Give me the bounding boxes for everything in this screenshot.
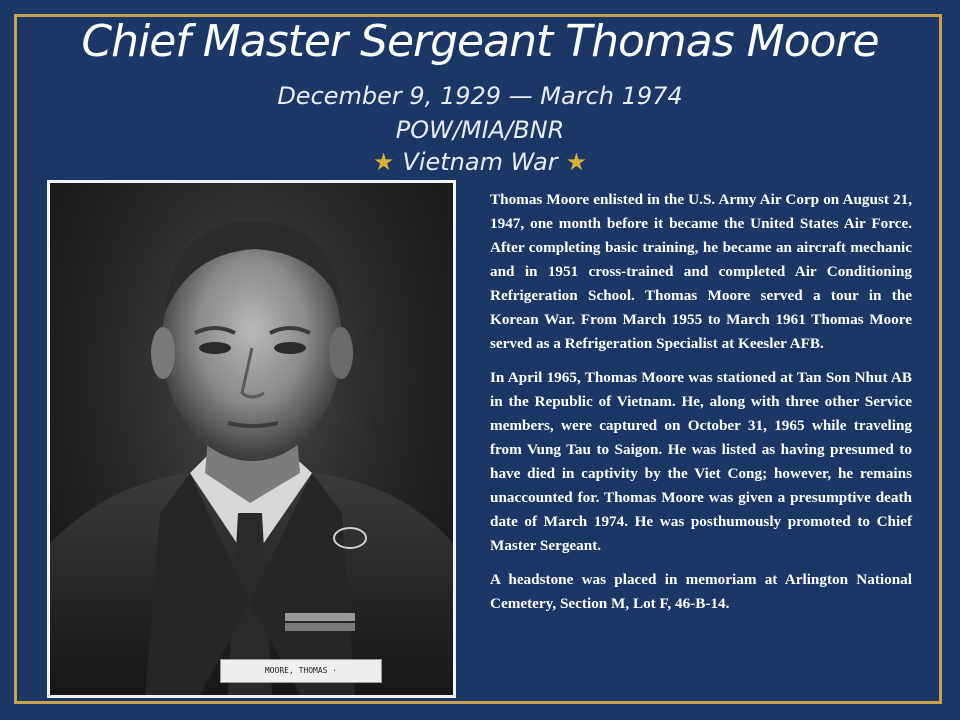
bio-paragraph: A headstone was placed in memoriam at Arlington National Cemetery, Section M, Lot F, 46-B-14. [490, 571, 912, 612]
portrait-illustration [50, 183, 453, 695]
conflict-line [0, 150, 960, 174]
star-icon: ★ [565, 148, 588, 176]
status-label: POW/MIA/BNR [395, 116, 565, 144]
biography-text [490, 188, 912, 626]
portrait-photo [47, 180, 456, 698]
nameplate: MOORE, THOMAS · [220, 659, 382, 683]
portrait-image [50, 183, 453, 695]
star-icon: ★ [372, 148, 395, 176]
page-title: Chief Master Sergeant Thomas Moore [81, 16, 879, 67]
conflict-label: Vietnam War [402, 148, 558, 176]
life-dates: December 9, 1929 — March 1974 [277, 82, 683, 110]
bio-paragraph: In April 1965, Thomas Moore was stationed at Tan Son Nhut AB in the Republic of Vietnam. He, along with three other Service members, were captured on October 31, 1965 while traveling from Vung Tau to Saigon. He was listed as having presumed to have died in captivity by the Viet Cong; however, he remains unaccounted for. Thomas Moore was given a presumptive death date of March 1974. He was posthumously promoted to Chief Master Sergeant. [490, 369, 912, 554]
bio-paragraph: Thomas Moore enlisted in the U.S. Army Air Corp on August 21, 1947, one month before it became the United States Air Force. After completing basic training, he became an aircraft mechanic and in 1951 cross-trained and completed Air Conditioning Refrigeration School. Thomas Moore served a tour in the Korean War. From March 1955 to March 1961 Thomas Moore served as a Refrigeration Specialist at Keesler AFB. [490, 191, 912, 352]
